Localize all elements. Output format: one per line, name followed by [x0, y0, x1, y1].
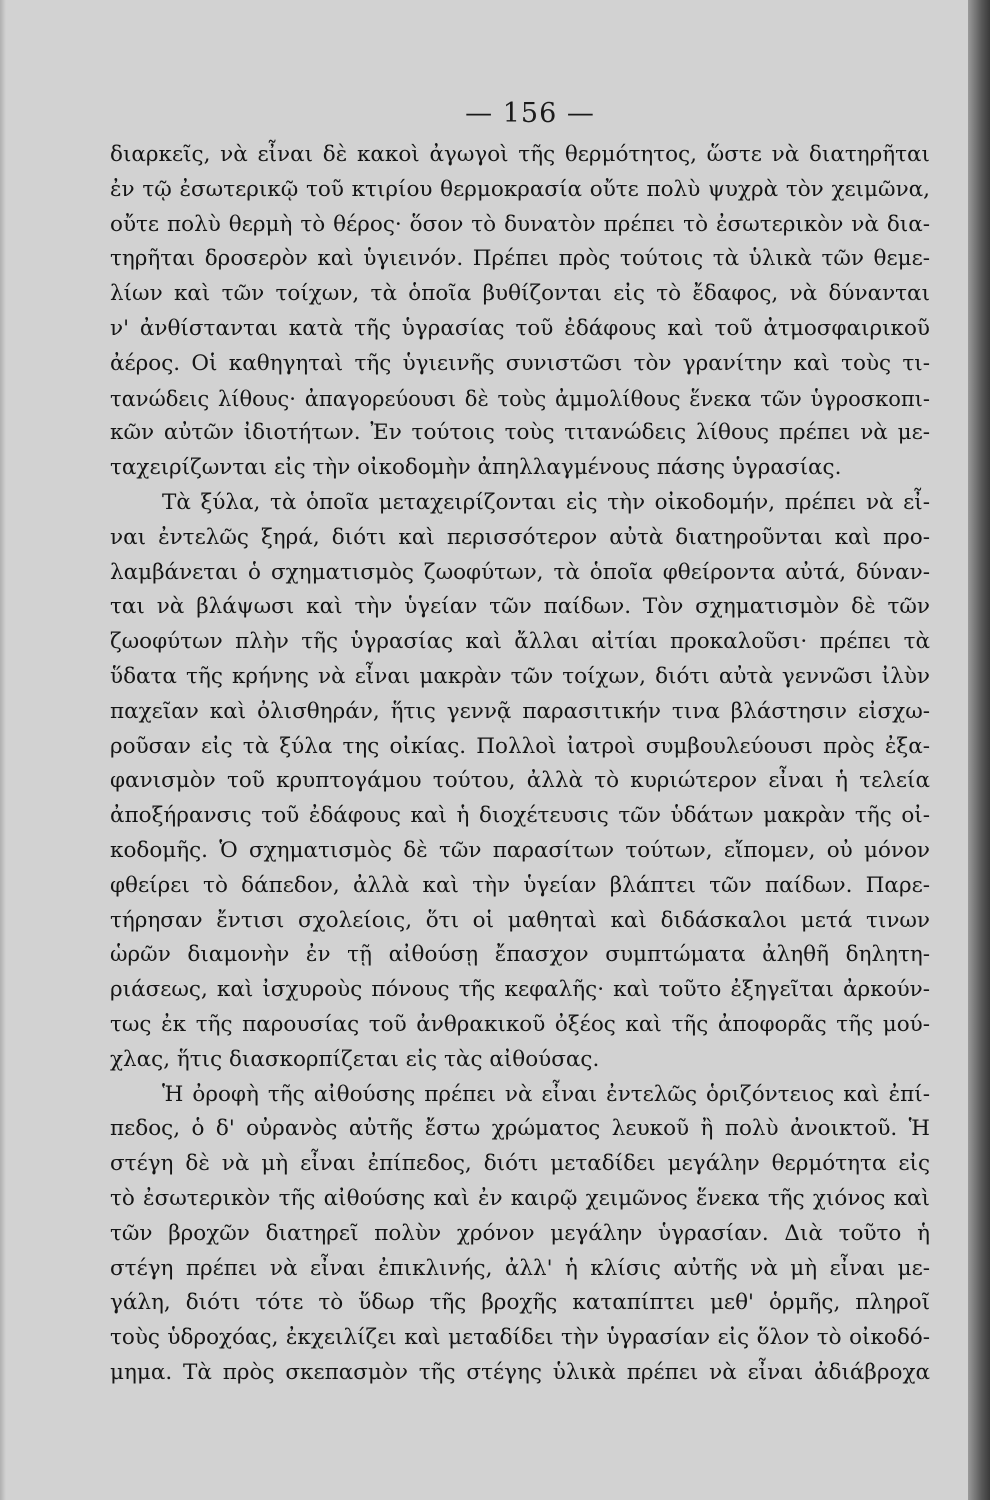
text-line: παχεῖαν καὶ ὀλισθηράν, ἥτις γεννᾷ παρασιτικήν τινα βλάστησιν εἰσχω-	[110, 698, 930, 724]
text-line: τηρῆται δροσερὸν καὶ ὑγιεινόν. Πρέπει πρὸς τούτοις τὰ ὑλικὰ τῶν θεμε-	[110, 246, 930, 272]
text-line: Τὰ ξύλα, τὰ ὁποῖα μεταχειρίζονται εἰς τὴν οἰκοδομήν, πρέπει νὰ εἶ-	[162, 489, 930, 515]
text-line: ὡρῶν διαμονὴν ἐν τῇ αἰθούσῃ ἔπασχον συμπτώματα ἀληθῆ δηλητη-	[110, 942, 930, 968]
text-line: ται νὰ βλάψωσι καὶ τὴν ὑγείαν τῶν παίδων. Τὸν σχηματισμὸν δὲ τῶν	[110, 594, 930, 620]
text-line: μημα. Τὰ πρὸς σκεπασμὸν τῆς στέγης ὑλικὰ πρέπει νὰ εἶναι ἀδιάβροχα	[110, 1359, 930, 1385]
body-text	[110, 138, 930, 1391]
text-line: κοδομῆς. Ὁ σχηματισμὸς δὲ τῶν παρασίτων τούτων, εἴπομεν, οὐ μόνον	[110, 837, 930, 863]
text-line: τανώδεις λίθους· ἀπαγορεύουσι δὲ τοὺς ἀμμολίθους ἕνεκα τῶν ὑγροσκοπι-	[110, 386, 930, 411]
text-line: φανισμὸν τοῦ κρυπτογάμου τούτου, ἀλλὰ τὸ κυριώτερον εἶναι ἡ τελεία	[110, 768, 930, 794]
text-line: ὕδατα τῆς κρήνης νὰ εἶναι μακρὰν τῶν τοίχων, διότι αὐτὰ γεννῶσι ἰλὺν	[110, 663, 930, 689]
text-line: ναι ἐντελῶς ξηρά, διότι καὶ περισσότερον αὐτὰ διατηροῦνται καὶ προ-	[110, 524, 930, 550]
text-line: στέγη δὲ νὰ μὴ εἶναι ἐπίπεδος, διότι μεταδίδει μεγάλην θερμότητα εἰς	[110, 1151, 930, 1177]
text-line: ροῦσαν εἰς τὰ ξύλα της οἰκίας. Πολλοὶ ἰατροὶ συμβουλεύουσι πρὸς ἐξα-	[110, 733, 930, 759]
text-line: τως ἐκ τῆς παρουσίας τοῦ ἀνθρακικοῦ ὀξέος καὶ τῆς ἀποφορᾶς τῆς μού-	[110, 1011, 930, 1037]
text-line: τῶν βροχῶν διατηρεῖ πολὺν χρόνον μεγάλην ὑγρασίαν. Διὰ τοῦτο ἡ	[110, 1220, 930, 1246]
text-line: τὸ ἐσωτερικὸν τῆς αἰθούσης καὶ ἐν καιρῷ χειμῶνος ἕνεκα τῆς χιόνος καὶ	[110, 1185, 930, 1211]
text-line: στέγη πρέπει νὰ εἶναι ἐπικλινής, ἀλλ' ἡ κλίσις αὐτῆς νὰ μὴ εἶναι με-	[110, 1255, 930, 1281]
page-right-edge	[968, 0, 990, 1500]
text-line: ἀέρος. Οἱ καθηγηταὶ τῆς ὑγιεινῆς συνιστῶσι τὸν γρανίτην καὶ τοὺς τι-	[110, 350, 930, 376]
text-line: Ἡ ὀροφὴ τῆς αἰθούσης πρέπει νὰ εἶναι ἐντελῶς ὁριζόντειος καὶ ἐπί-	[162, 1081, 930, 1107]
text-line: ἀποξήρανσις τοῦ ἐδάφους καὶ ἡ διοχέτευσις τῶν ὑδάτων μακρὰν τῆς οἰ-	[110, 803, 930, 829]
text-line: ζωοφύτων πλὴν τῆς ὑγρασίας καὶ ἄλλαι αἰτίαι προκαλοῦσι· πρέπει τὰ	[110, 629, 930, 655]
text-line: τήρησαν ἔντισι σχολείοις, ὅτι οἱ μαθηταὶ καὶ διδάσκαλοι μετά τινων	[110, 907, 930, 933]
text-line: οὔτε πολὺ θερμὴ τὸ θέρος· ὅσον τὸ δυνατὸν πρέπει τὸ ἐσωτερικὸν νὰ δια-	[110, 211, 930, 237]
text-line: ριάσεως, καὶ ἰσχυροὺς πόνους τῆς κεφαλῆς· καὶ τοῦτο ἐξηγεῖται ἀρκούν-	[110, 977, 930, 1003]
paragraph-2	[110, 486, 930, 1078]
text-line: διαρκεῖς, νὰ εἶναι δὲ κακοὶ ἀγωγοὶ τῆς θερμότητος, ὥστε νὰ διατηρῆται	[110, 142, 930, 167]
page-number: — 156 —	[465, 98, 595, 129]
text-line: ἐν τῷ ἐσωτερικῷ τοῦ κτιρίου θερμοκρασία οὔτε πολὺ ψυχρὰ τὸν χειμῶνα,	[110, 176, 930, 202]
paragraph-3	[110, 1078, 930, 1391]
text-line: τοὺς ὑδροχόας, ἐκχειλίζει καὶ μεταδίδει τὴν ὑγρασίαν εἰς ὅλον τὸ οἰκοδό-	[110, 1325, 930, 1351]
text-line: φθείρει τὸ δάπεδον, ἀλλὰ καὶ τὴν ὑγείαν βλάπτει τῶν παίδων. Παρε-	[110, 872, 930, 898]
text-line: λίων καὶ τῶν τοίχων, τὰ ὁποῖα βυθίζονται εἰς τὸ ἔδαφος, νὰ δύνανται	[110, 281, 930, 307]
text-line: ν' ἀνθίστανται κατὰ τῆς ὑγρασίας τοῦ ἐδάφους καὶ τοῦ ἀτμοσφαιρικοῦ	[110, 315, 930, 341]
text-line: λαμβάνεται ὁ σχηματισμὸς ζωοφύτων, τὰ ὁποῖα φθείροντα αὐτά, δύναν-	[110, 559, 930, 585]
text-line: γάλη, διότι τότε τὸ ὕδωρ τῆς βροχῆς καταπίπτει μεθ' ὁρμῆς, πληροῖ	[110, 1290, 930, 1316]
text-line: πεδος, ὁ δ' οὐρανὸς αὐτῆς ἔστω χρώματος λευκοῦ ἢ πολὺ ἀνοικτοῦ. Ἡ	[110, 1116, 930, 1142]
text-line: ταχειρίζωνται εἰς τὴν οἰκοδομὴν ἀπηλλαγμένους πάσης ὑγρασίας.	[110, 455, 842, 481]
text-line: κῶν αὐτῶν ἰδιοτήτων. Ἐν τούτοις τοὺς τιτανώδεις λίθους πρέπει νὰ με-	[110, 420, 930, 446]
text-line: χλας, ἥτις διασκορπίζεται εἰς τὰς αἰθούσας.	[110, 1046, 600, 1072]
paragraph-1	[110, 138, 930, 486]
page-left-edge	[0, 0, 6, 1500]
